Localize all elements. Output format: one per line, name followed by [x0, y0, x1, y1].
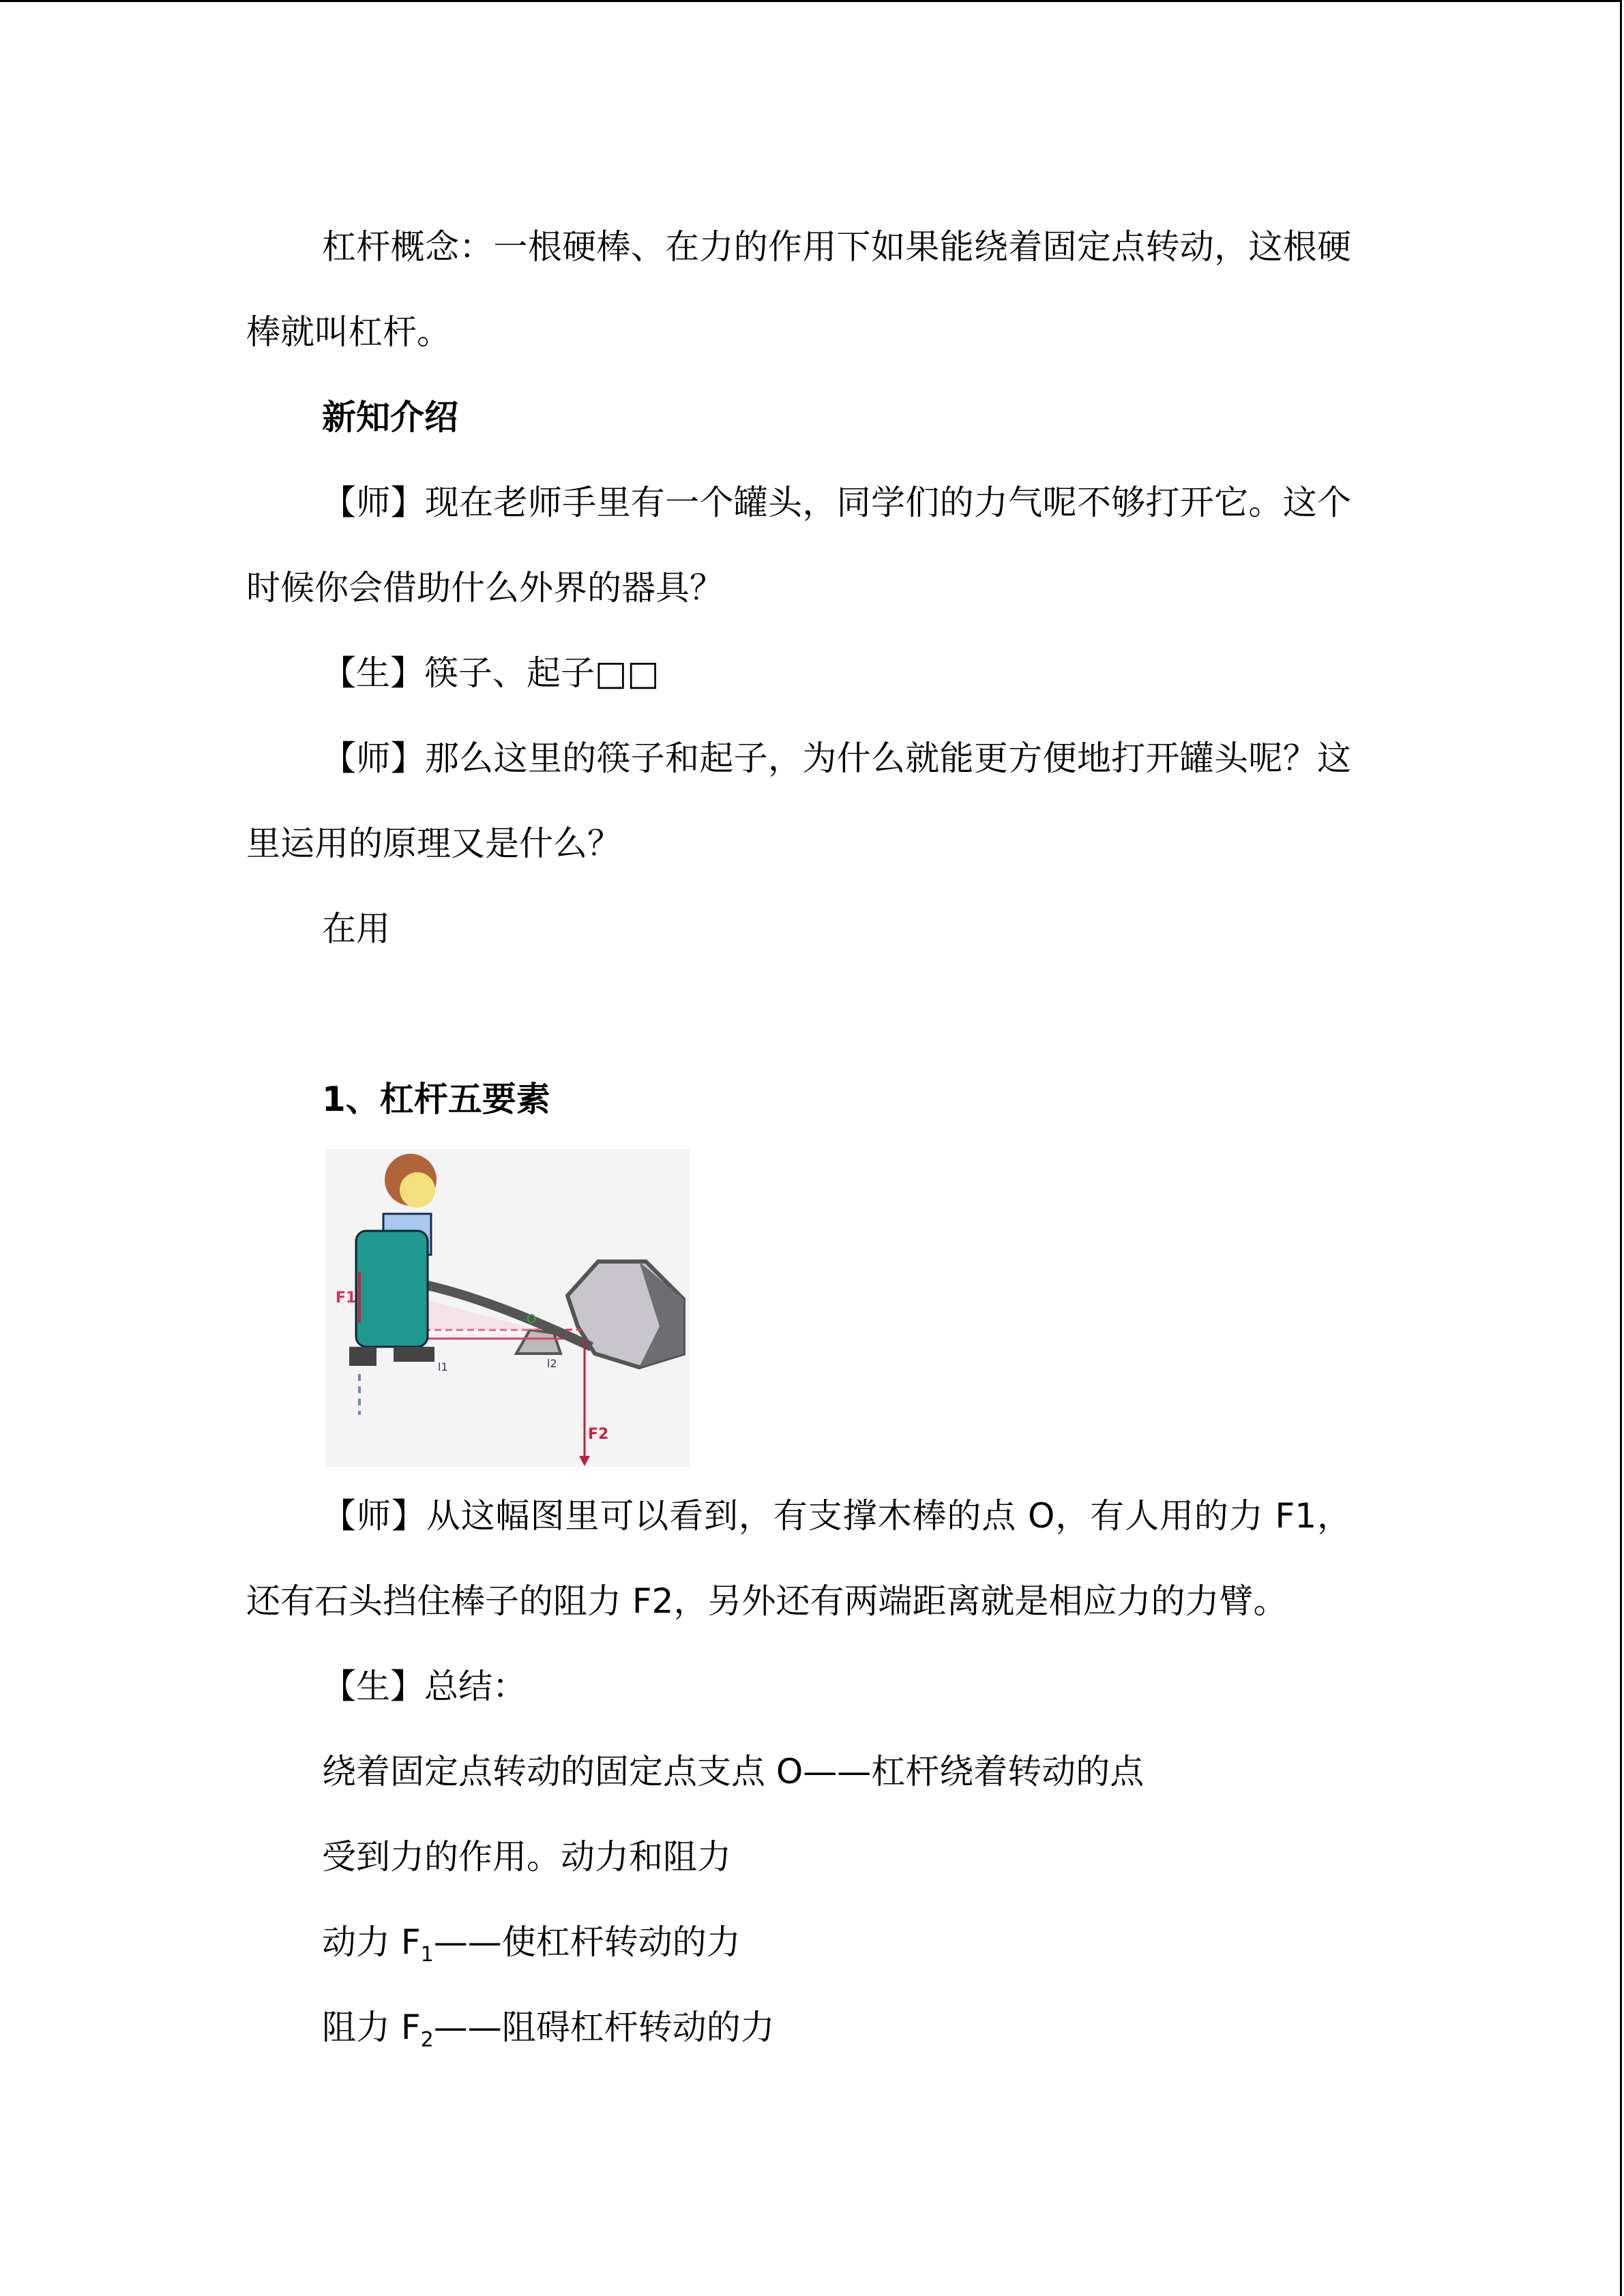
resistance-force-label: 阻力 F: [322, 2008, 421, 2047]
student-dialogue-1: 【生】筷子、起子□□: [322, 653, 660, 693]
effort-force-label: 动力 F: [322, 1922, 421, 1962]
effort-force-definition: ——使杠杆转动的力: [433, 1922, 741, 1962]
summary-forces: 受到力的作用。动力和阻力: [322, 1837, 731, 1877]
summary-fulcrum: 绕着固定点转动的固定点支点 O——杠杆绕着转动的点: [322, 1752, 1145, 1791]
teacher-dialogue-2: 【师】那么这里的筷子和起子，为什么就能更方便地打开罐头呢？这里运用的原理又是什么？: [246, 739, 1351, 863]
summary-effort-force: [246, 1900, 1351, 1985]
section-heading-five-elements: 1、杠杆五要素: [322, 1079, 550, 1119]
teacher-dialogue-3: 【师】从这幅图里可以看到，有支撑木棒的点 O，有人用的力 F1，还有石头挡住棒子的阻力 F2，另外还有两端距离就是相应力的力臂。: [246, 1496, 1351, 1621]
document-body: [246, 205, 1351, 2070]
lever-definition: 杠杆概念：一根硬棒、在力的作用下如果能绕着固定点转动，这根硬棒就叫杠杆。: [246, 227, 1351, 352]
resistance-force-definition: ——阻碍杠杆转动的力: [433, 2008, 775, 2047]
paragraph-in-use: 在用: [322, 909, 390, 949]
l1-label: l1: [438, 1360, 448, 1373]
section-heading-new-knowledge: 新知介绍: [322, 398, 458, 437]
summary-resistance-force: [246, 1985, 1351, 2070]
student-summary-heading: 【生】总结：: [322, 1667, 527, 1706]
l2-label: l2: [547, 1357, 557, 1370]
f1-label: F1: [336, 1289, 357, 1307]
lever-illustration: [325, 1149, 690, 1467]
subscript: 2: [420, 2028, 434, 2052]
subscript: 1: [420, 1943, 434, 1967]
fulcrum-o-label: O: [527, 1312, 537, 1326]
f2-label: F2: [588, 1426, 609, 1443]
teacher-dialogue-1: 【师】现在老师手里有一个罐头，同学们的力气呢不够打开它。这个时候你会借助什么外界的器具？: [246, 483, 1351, 608]
